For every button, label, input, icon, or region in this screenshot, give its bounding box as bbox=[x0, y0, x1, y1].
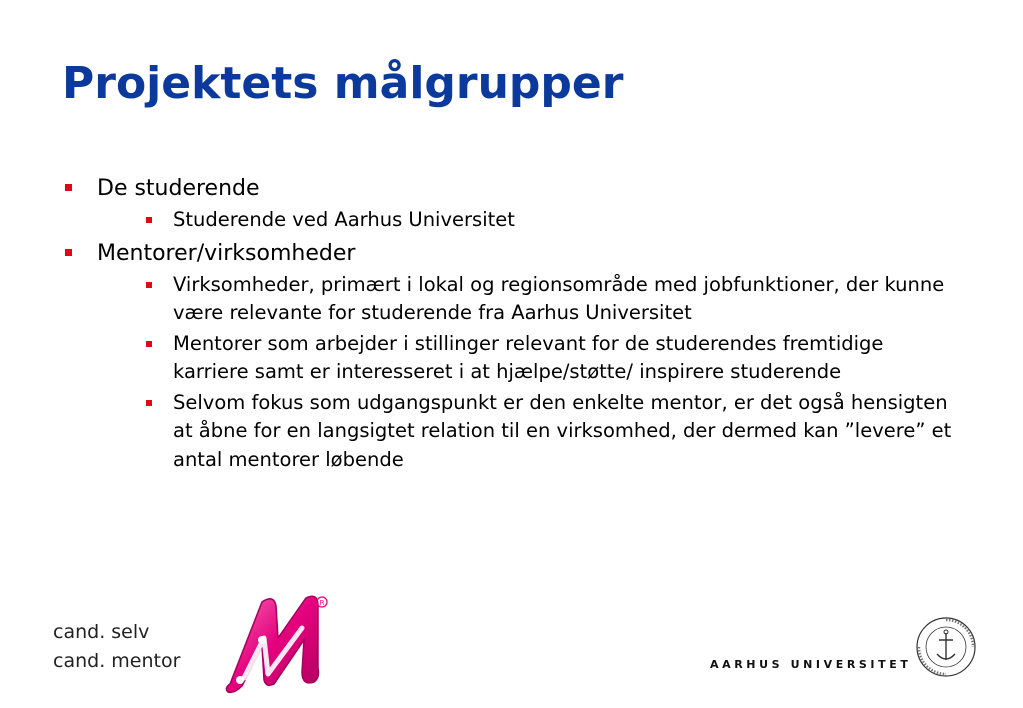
sub-bullet-list bbox=[97, 271, 962, 475]
sub-bullet-text: Selvom fokus som udgangspunkt er den enkelte mentor, er det også hensigten at åbne for en langsigtet relation til en virksomhed, der dermed kan ”levere” et antal mentorer løbende bbox=[173, 390, 952, 471]
square-bullet-icon bbox=[65, 184, 72, 191]
sub-bullet-text: Mentorer som arbejder i stillinger relevant for de studerendes fremtidige karriere samt er interesseret i at hjælpe/støtte/ inspirere studerende bbox=[173, 331, 884, 383]
university-seal-icon bbox=[915, 616, 977, 678]
square-bullet-icon bbox=[146, 282, 152, 288]
tagline-line-2: cand. mentor bbox=[53, 650, 181, 672]
square-bullet-icon bbox=[65, 249, 72, 256]
sub-bullet-item bbox=[132, 330, 962, 387]
footer-tagline bbox=[53, 618, 180, 676]
svg-text:R: R bbox=[319, 599, 325, 607]
bullet-item bbox=[62, 237, 962, 475]
sub-bullet-item bbox=[132, 206, 962, 235]
slide-title: Projektets målgrupper bbox=[62, 58, 624, 109]
mentor-m-logo-icon bbox=[222, 588, 334, 696]
sub-bullet-text: Studerende ved Aarhus Universitet bbox=[173, 208, 515, 231]
tagline-line-1: cand. selv bbox=[53, 621, 150, 643]
bullet-text: Mentorer/virksomheder bbox=[97, 240, 356, 266]
bullet-list bbox=[62, 172, 962, 474]
sub-bullet-list bbox=[97, 206, 962, 235]
sub-bullet-item bbox=[132, 389, 962, 475]
square-bullet-icon bbox=[146, 400, 152, 406]
sub-bullet-text: Virksomheder, primært i lokal og regionsområde med jobfunktioner, der kunne være relevante for studerende fra Aarhus Universitet bbox=[173, 272, 945, 324]
bullet-item bbox=[62, 172, 962, 235]
bullet-text: De studerende bbox=[97, 176, 260, 201]
square-bullet-icon bbox=[146, 341, 152, 347]
university-name: AARHUS UNIVERSITET bbox=[710, 658, 912, 671]
square-bullet-icon bbox=[146, 217, 152, 223]
slide-content bbox=[62, 172, 962, 476]
sub-bullet-item bbox=[132, 271, 962, 328]
